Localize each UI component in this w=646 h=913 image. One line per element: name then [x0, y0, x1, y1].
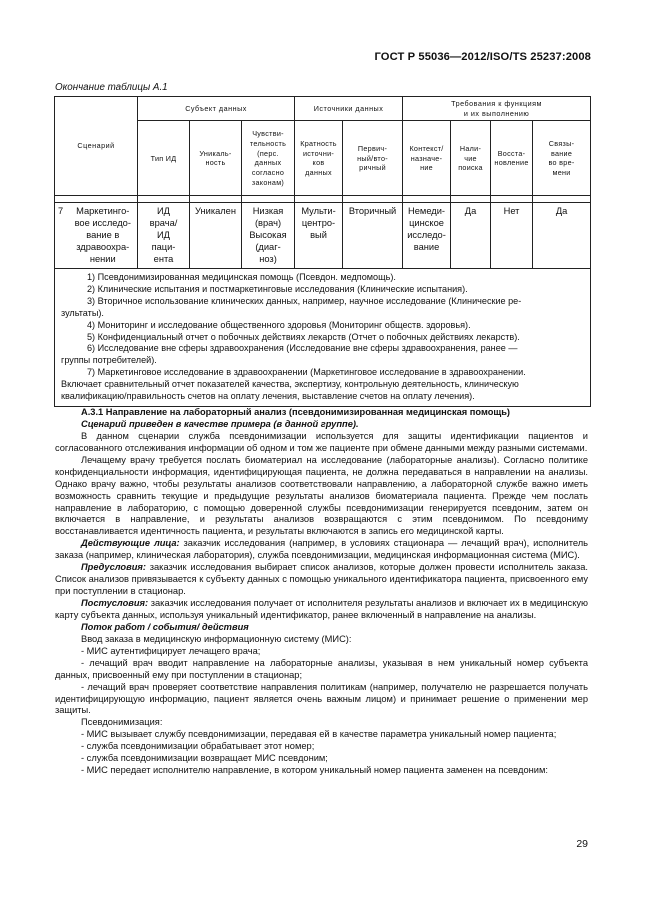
step-title: Псевдонимизация: [81, 717, 163, 728]
row-primary: Вторичный [343, 203, 403, 269]
row-scenario: Маркетинго- вое исследо- вание в здравоохра- нении [69, 203, 138, 269]
step-title: Ввод заказа в медицинскую информационную систему (МИС): [81, 633, 352, 644]
col-sensitivity: Чувстви- тельность (перс. данных согласно законам) [242, 121, 295, 196]
actors-paragraph: Действующие лица: заказчик исследования (например, в условиях стационара — лечащий врач), исполнитель заказа (например, клиническая лаборатория), служба псевдонимизации, медицинская информационная система (МИС). [55, 538, 588, 561]
col-search: Нали- чие поиска [451, 121, 491, 196]
note-item: 5) Конфиденциальный отчет о побочных действиях лекарств (Отчет о побочных действиях лекарств). [87, 331, 520, 342]
section-heading: А.3.1 Направление на лабораторный анализ (псевдонимизированная медицинская помощь) [81, 407, 511, 417]
col-link-time: Связы- вание во вре- мени [533, 121, 591, 196]
list-item: - лечащий врач вводит направление на лабораторные анализы, указывая в нем уникальный номер субъекта данных, присвоенный ему при поступлении в стационар; [55, 657, 588, 680]
note-item: квалификацию/правильность счетов на оплату лечения, выставление счетов на оплату лечения). [61, 390, 475, 401]
standard-header: ГОСТ Р 55036—2012/ISO/TS 25237:2008 [374, 51, 591, 63]
note-item: зультаты). [61, 307, 104, 318]
row-search: Да [451, 203, 491, 269]
note-item: Включает сравнительный отчет показателей качества, экспертизу, контрольную деятельность, клиническую [61, 378, 519, 389]
list-item: - служба псевдонимизации обрабатывает этот номер; [81, 741, 315, 752]
group-subject: Субъект данных [138, 97, 295, 121]
note-item: 1) Псевдонимизированная медицинская помощь (Псевдон. медпомощь). [87, 272, 396, 283]
row-sensitivity: Низкая (врач) Высокая (диаг- ноз) [242, 203, 295, 269]
list-item: - МИС передает исполнителю направление, в котором уникальный номер пациента заменен на псевдоним: [81, 765, 548, 776]
col-restore: Восста- новление [491, 121, 533, 196]
preconditions-label: Предусловия: [81, 562, 146, 573]
row-link-time: Да [533, 203, 591, 269]
list-item: - МИС аутентифицирует лечащего врача; [81, 645, 261, 656]
preconditions-paragraph: Предусловия: заказчик исследования выбирает список анализов, которые должен провести исполнитель заказа. Список анализов привязывается к субъекту данных с помощью уникального идентификатора пациента, присвоенного ему при поступлении в стационар. [55, 562, 588, 597]
note-item: 3) Вторичное использование клинических данных, например, научное исследование (Клинические ре- [87, 296, 522, 307]
col-context: Контекст/ назначе- ние [403, 121, 451, 196]
table-caption: Окончание таблицы А.1 [55, 82, 168, 93]
row-restore: Нет [491, 203, 533, 269]
col-multiplicity: Кратность источни- ков данных [295, 121, 343, 196]
scenario-header: Сценарий [55, 97, 138, 196]
table-row [55, 203, 591, 269]
note-item: 2) Клинические испытания и постмаркетинговые исследования (Клинические испытания). [87, 284, 468, 295]
scenario-table [54, 96, 591, 407]
col-primary: Первич- ный/вто- ричный [343, 121, 403, 196]
list-item: - МИС вызывает службу псевдонимизации, передавая ей в качестве параметра уникальный номер пациента; [81, 729, 557, 740]
actors-label: Действующие лица: [81, 538, 180, 549]
workflow-heading: Поток работ / события/ действия [81, 621, 249, 632]
page-number: 29 [576, 838, 588, 850]
note-item: 4) Мониторинг и исследование общественного здоровья (Мониторинг обществ. здоровья). [87, 319, 471, 330]
table-notes [55, 269, 591, 407]
note-item: 7) Маркетинговое исследование в здравоохранении (Маркетинговое исследование в здравоохранении. [87, 366, 526, 377]
row-id-type: ИД врача/ ИД паци- ента [138, 203, 190, 269]
list-item: - лечащий врач проверяет соответствие направления политикам (например, получателю не разрешается получать идентифицирующую информацию, пациент является очень важным лицом) и принимает решение о применении мер защиты. [55, 681, 588, 716]
paragraph: В данном сценарии служба псевдонимизации используется для защиты идентификации пациентов и согласованного отслеживания информации об одном и том же пациенте при обмене данными между разными системами. [55, 430, 588, 453]
row-number: 7 [55, 203, 69, 269]
postconditions-paragraph: Постусловия: заказчик исследования получает от исполнителя результаты анализов и включает их в медицинскую карту субъекта данных, используя уникальный идентификатор, ранее включенный в направление на анализы. [55, 598, 588, 620]
example-note: Сценарий приведен в качестве примера (в данной группе). [81, 418, 359, 429]
col-unique: Уникаль- ность [190, 121, 242, 196]
group-requirements: Требования к функциям и их выполнению [403, 97, 591, 121]
paragraph: Лечащему врачу требуется послать биоматериал на исследование (лабораторные анализы). Согласно политике конфиденциальности информация, идентифицирующая пациента, не должна передаваться в направлении на анализы. Однако врачу важно, чтобы результаты анализов соответствовали направлению, а лабораторной службе важно иметь возможность сравнить текущие и предыдущие результаты анализов биоматериала пациента. Прежде чем послать направление в лабораторию, с помощью доверенной службы псевдонимизации генерируется псевдоним, затем он включается в направление, и результаты анализов возвращаются с этим псевдонимом. По псевдониму восстанавливается идентичность пациента, и результаты включаются в запись его медицинской карты. [55, 454, 588, 537]
list-item: - служба псевдонимизации возвращает МИС псевдоним; [81, 753, 328, 764]
note-item: группы потребителей). [61, 355, 157, 366]
row-context: Немеди- цинское исследо- вание [403, 203, 451, 269]
postconditions-label: Постусловия: [81, 598, 149, 608]
group-sources: Источники данных [295, 97, 403, 121]
row-multiplicity: Мульти- центро- вый [295, 203, 343, 269]
note-item: 6) Исследование вне сферы здравоохранения (Исследование вне сферы здравоохранения, ранее — [87, 343, 518, 354]
col-id-type: Тип ИД [138, 121, 190, 196]
section-body [55, 407, 588, 777]
row-unique: Уникален [190, 203, 242, 269]
